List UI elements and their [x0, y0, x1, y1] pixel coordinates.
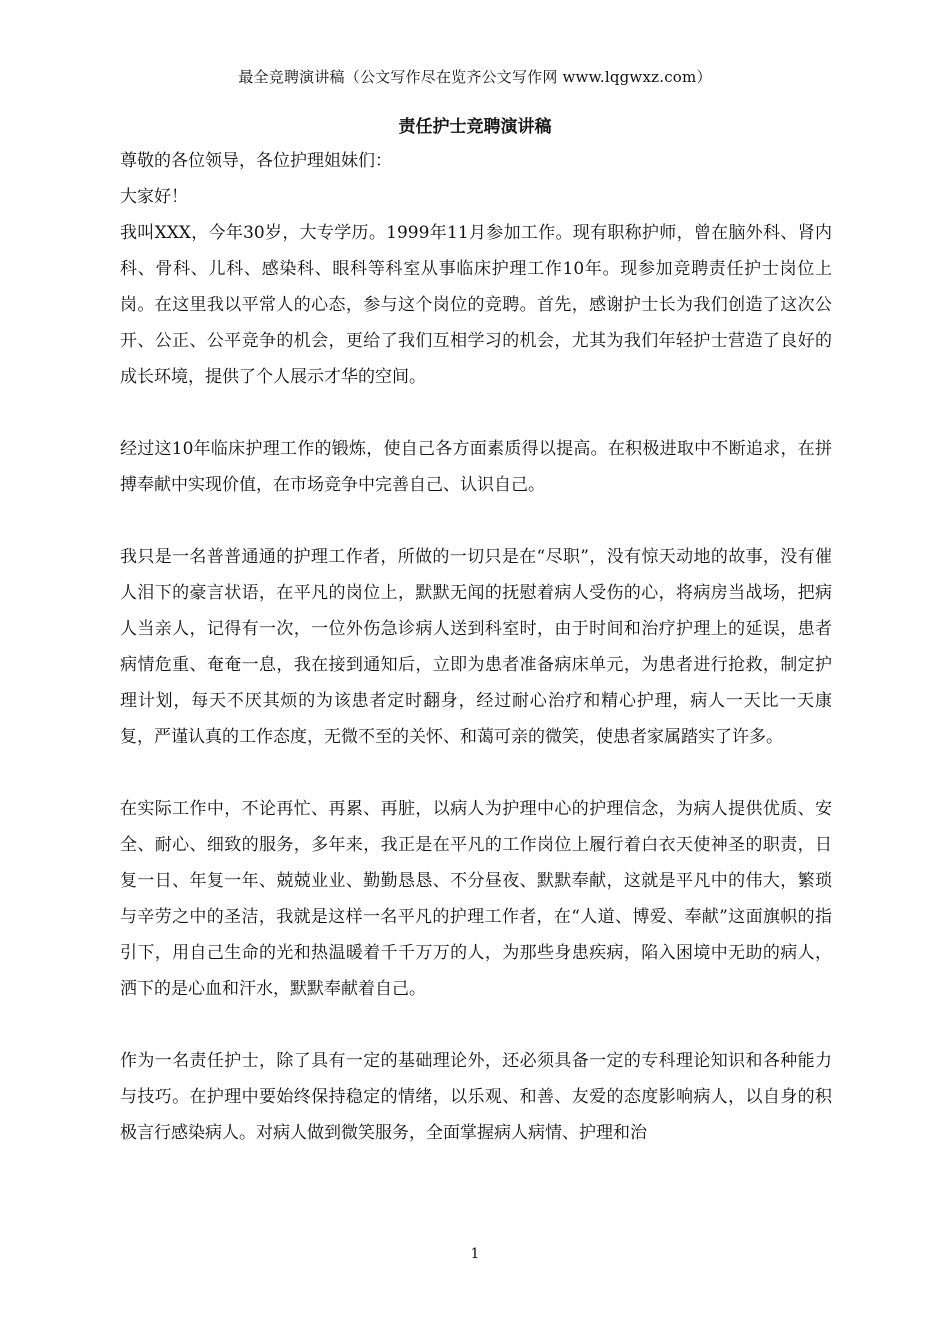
paragraph-introduction: 我叫XXX，今年30岁，大专学历。1999年11月参加工作。现有职称护师，曾在脑外科、肾内科、骨科、儿科、感染科、眼科等科室从事临床护理工作10年。现参加竞聘责任护士岗位上岗。在这里我以平常人的心态，参与这个岗位的竞聘。首先，感谢护士长为我们创造了这次公开、公正、公平竞争的机会，更给了我们互相学习的机会，尤其为我们年轻护士营造了良好的成长环境，提供了个人展示才华的空间。	[120, 223, 832, 387]
page-number: 1	[470, 1246, 480, 1262]
paragraph-story: 我只是一名普普通通的护理工作者，所做的一切只是在“尽职”，没有惊天动地的故事，没有催人泪下的豪言状语，在平凡的岗位上，默默无闻的抚慰着病人受伤的心，将病房当战场，把病人当亲人，记得有一次，一位外伤急诊病人送到科室时，由于时间和治疗护理上的延误，患者病情危重、奄奄一息，我在接到通知后，立即为患者准备病床单元，为患者进行抢救，制定护理计划，每天不厌其烦的为该患者定时翻身，经过耐心治疗和精心护理，病人一天比一天康复，严谨认真的工作态度，无微不至的关怀、和蔼可亲的微笑，使患者家属踏实了许多。	[120, 547, 832, 747]
paragraph-dedication: 在实际工作中，不论再忙、再累、再脏，以病人为护理中心的护理信念，为病人提供优质、安全、耐心、细致的服务，多年来，我正是在平凡的工作岗位上履行着白衣天使神圣的职责，日复一日、年复一年、兢兢业业、勤勤恳恳、不分昼夜、默默奉献，这就是平凡中的伟大，繁琐与辛劳之中的圣洁，我就是这样一名平凡的护理工作者，在“人道、博爱、奉献”这面旗帜的指引下，用自己生命的光和热温暖着千千万万的人，为那些身患疾病，陷入困境中无助的病人，洒下的是心血和汗水，默默奉献着自己。	[120, 799, 832, 999]
document-body	[120, 143, 832, 1151]
document-title: 责任护士竞聘演讲稿	[398, 117, 552, 137]
salutation: 尊敬的各位领导，各位护理姐妹们：	[120, 151, 392, 171]
greeting: 大家好！	[120, 187, 188, 207]
paragraph-experience: 经过这10年临床护理工作的锻炼，使自己各方面素质得以提高。在积极进取中不断追求，在拼搏奉献中实现价值，在市场竞争中完善自己、认识自己。	[120, 439, 832, 495]
paragraph-responsibility: 作为一名责任护士，除了具有一定的基础理论外，还必须具备一定的专科理论知识和各种能力与技巧。在护理中要始终保持稳定的情绪，以乐观、和善、友爱的态度影响病人，以自身的积极言行感染病人。对病人做到微笑服务，全面掌握病人病情、护理和治	[120, 1051, 832, 1143]
page-header: 最全竞聘演讲稿（公文写作尽在览齐公文写作网 www.lqgwxz.com）	[238, 68, 712, 86]
